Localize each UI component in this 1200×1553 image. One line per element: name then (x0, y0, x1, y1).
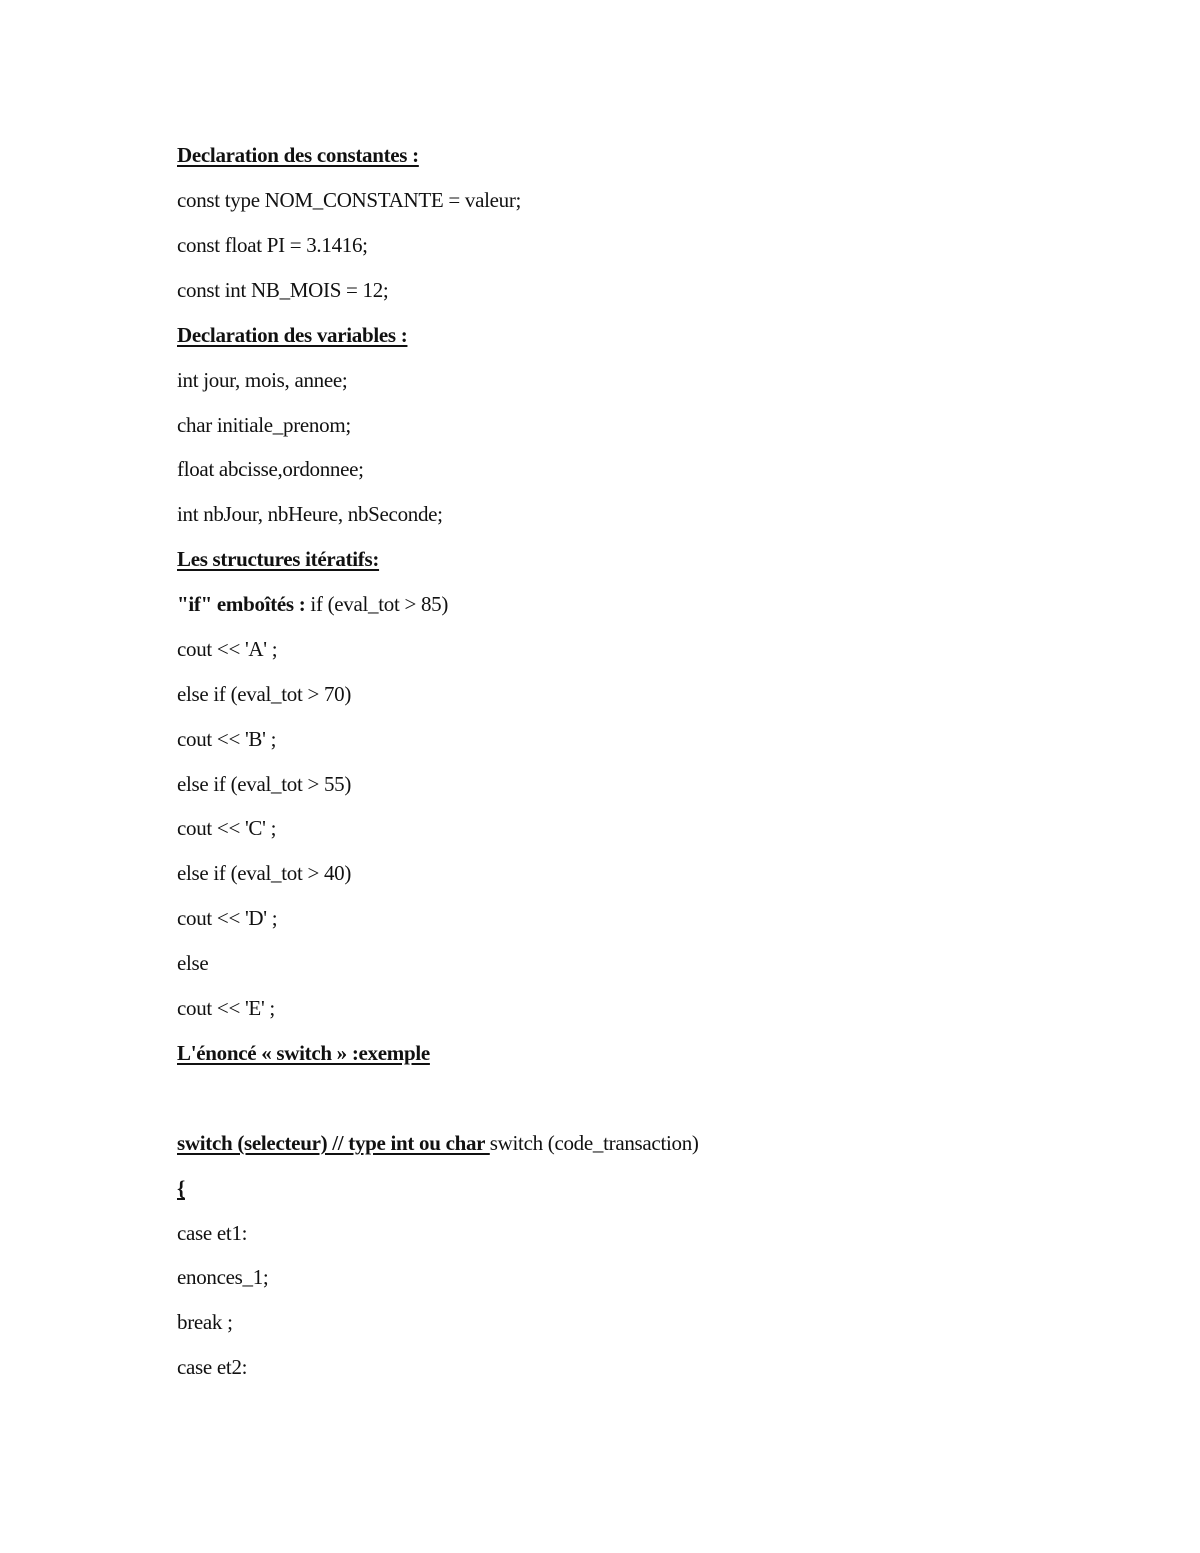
code-line: const int NB_MOIS = 12; (177, 278, 389, 302)
code-line: const float PI = 3.1416; (177, 233, 368, 257)
if-label: "if" emboîtés : (177, 592, 306, 616)
code-line: cout << 'E' ; (177, 996, 275, 1020)
code-line: else (177, 951, 209, 975)
switch-label: switch (selecteur) // type int ou char (177, 1131, 490, 1155)
code-line: cout << 'A' ; (177, 637, 278, 661)
heading-iteratifs: Les structures itératifs: (177, 547, 380, 571)
code-line: enonces_1; (177, 1265, 269, 1289)
code-line: case et2: (177, 1355, 248, 1379)
code-line: float abcisse,ordonnee; (177, 457, 364, 481)
switch-line (177, 1128, 699, 1158)
code-line: break ; (177, 1310, 233, 1334)
code-line: else if (eval_tot > 70) (177, 682, 352, 706)
code-line: cout << 'B' ; (177, 727, 277, 751)
code-line: else if (eval_tot > 55) (177, 772, 352, 796)
code-line: cout << 'D' ; (177, 906, 278, 930)
heading-switch: L'énoncé « switch » :exemple (177, 1041, 430, 1065)
if-condition: if (eval_tot > 85) (305, 592, 449, 616)
switch-example: switch (code_transaction) (489, 1131, 699, 1155)
code-line: cout << 'C' ; (177, 816, 277, 840)
heading-variables: Declaration des variables : (177, 323, 408, 347)
code-line: case et1: (177, 1221, 248, 1245)
open-brace: { (177, 1176, 185, 1200)
code-line: int nbJour, nbHeure, nbSeconde; (177, 502, 443, 526)
code-line: else if (eval_tot > 40) (177, 861, 352, 885)
heading-constantes: Declaration des constantes : (177, 143, 419, 167)
code-line: char initiale_prenom; (177, 413, 351, 437)
code-line: const type NOM_CONSTANTE = valeur; (177, 188, 522, 212)
if-line (177, 589, 448, 619)
code-line: int jour, mois, annee; (177, 368, 348, 392)
